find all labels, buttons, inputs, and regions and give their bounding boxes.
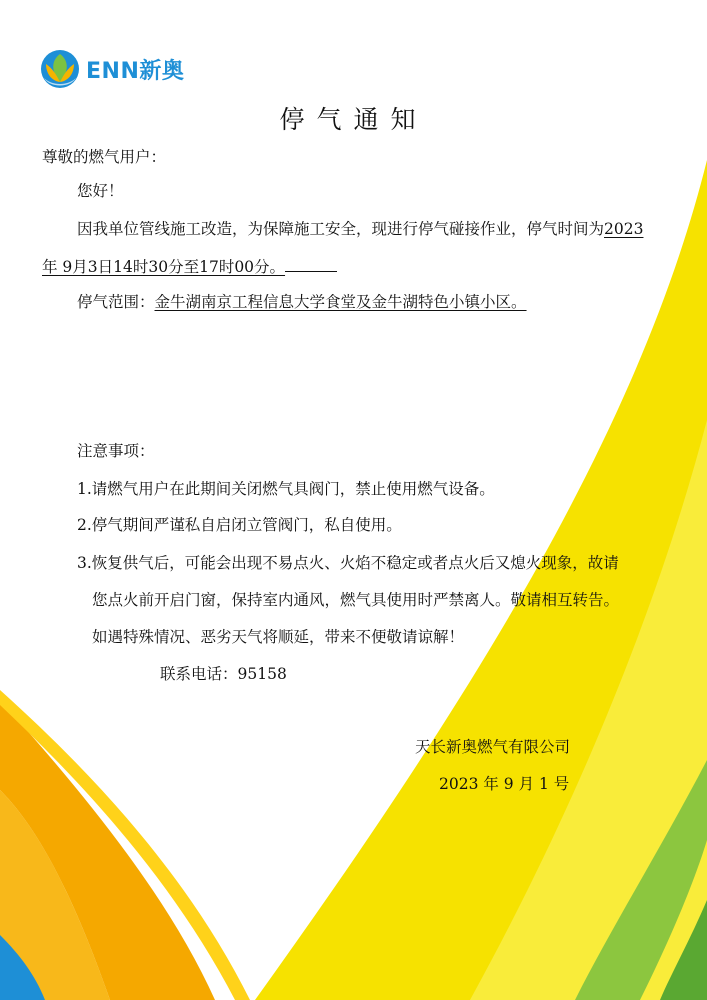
greeting-recipient: 尊敬的燃气用户： xyxy=(42,148,167,166)
outage-scope-value: 金牛湖南京工程信息大学食堂及金牛湖特色小镇小区。 xyxy=(154,293,527,311)
note-item-3-line-1: 3.恢复供气后，可能会出现不易点火、火焰不稳定或者点火后又熄火现象，故请 xyxy=(77,554,619,572)
page-title: 停气通知 xyxy=(279,105,428,134)
notice-line-2-text: 年 9月3日14时30分至17时00分。 xyxy=(42,258,286,276)
note-item-1: 1.请燃气用户在此期间关闭燃气具阀门，禁止使用燃气设备。 xyxy=(77,480,495,498)
apology-text: 如遇特殊情况、恶劣天气将顺延，带来不便敬请谅解！ xyxy=(92,628,465,646)
outage-scope xyxy=(77,291,527,313)
logo-wordmark xyxy=(86,54,184,85)
greeting: 您好！ xyxy=(77,182,124,200)
notice-line-2 xyxy=(42,256,337,278)
logo-brand: ENN xyxy=(86,59,140,84)
blank-underline xyxy=(285,256,337,272)
signature-company: 天长新奥燃气有限公司 xyxy=(415,738,571,756)
contact-phone: 联系电话：95158 xyxy=(160,665,287,683)
notice-year-start: 2023 xyxy=(604,220,644,238)
logo-name-cn: 新奥 xyxy=(139,59,185,84)
company-logo xyxy=(40,48,200,90)
note-item-2: 2.停气期间严谨私自启闭立管阀门，私自使用。 xyxy=(77,516,402,534)
outage-scope-label: 停气范围： xyxy=(77,293,155,311)
enn-flower-icon xyxy=(40,48,80,90)
signature-date: 2023 年 9 月 1 号 xyxy=(439,775,570,793)
note-item-3-line-2: 您点火前开启门窗，保持室内通风，燃气具使用时严禁离人。敬请相互转告。 xyxy=(92,591,620,609)
notice-line-1-text: 因我单位管线施工改造，为保障施工安全，现进行停气碰接作业，停气时间为 xyxy=(77,220,605,238)
notice-line-1 xyxy=(77,218,643,240)
notes-heading: 注意事项： xyxy=(77,442,155,460)
